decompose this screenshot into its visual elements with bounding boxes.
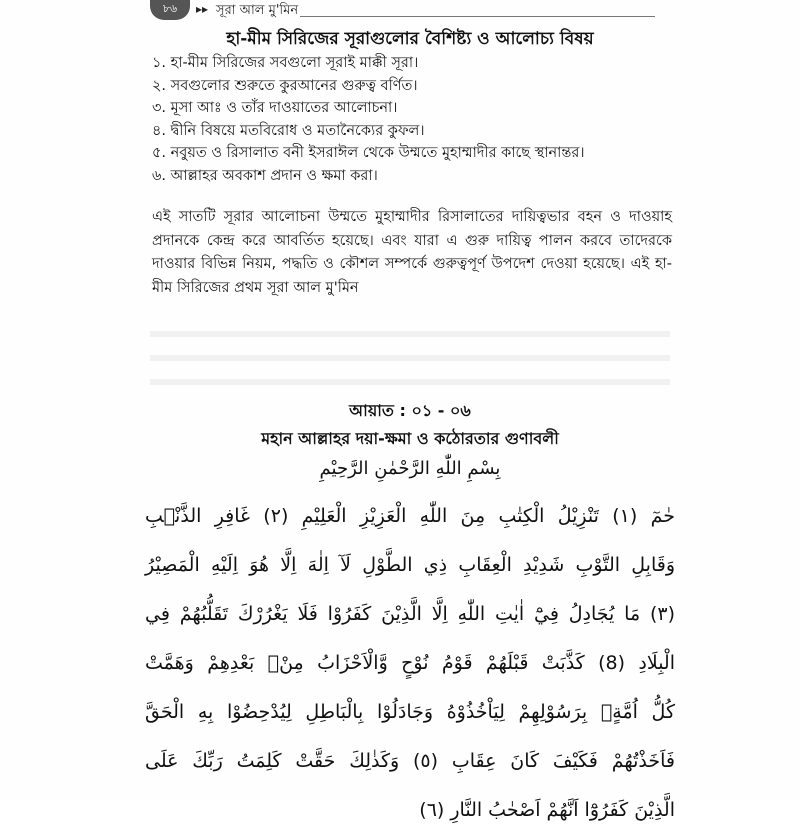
list-item: ১. হা-মীম সিরিজের সবগুলো সূরাই মাক্কী সূরা। bbox=[152, 55, 419, 71]
faded-bleed-through-area bbox=[150, 325, 670, 400]
section-subheading: মহান আল্লাহর দয়া-ক্ষমা ও কঠোরতার গুণাবলী bbox=[261, 429, 559, 448]
page-number-badge: ৮৬ bbox=[150, 0, 190, 20]
arabic-line: كُلُّ اُمَّةٍۢ بِرَسُوْلِهِمْ لِيَاْخُذُوْهُ وَجَادَلُوْا بِالْبَاطِلِ لِيُدْحِضُوْا بِهِ الْحَقَّ bbox=[145, 701, 675, 723]
arabic-line: (٣) مَا يُجَادِلُ فِيْٓ اٰيٰتِ اللّٰهِ اِلَّا الَّذِيْنَ كَفَرُوْا فَلَا يَغْرُرْكَ تَقَلُّبُهُمْ فِي bbox=[145, 603, 675, 625]
list-item: ২. সবগুলোর শুরুতে কুরআনের গুরুত্ব বর্ণিত। bbox=[152, 77, 418, 94]
arabic-line: فَاَخَذْتُهُمْ فَكَيْفَ كَانَ عِقَابِ (٥) وَكَذٰلِكَ حَقَّتْ كَلِمَتُ رَبِّكَ عَلَى bbox=[145, 750, 675, 772]
list-item: ৩. মূসা আঃ ও তাঁর দাওয়াতের আলোচনা। bbox=[152, 100, 398, 116]
running-header bbox=[150, 0, 670, 22]
section-heading: হা-মীম সিরিজের সূরাগুলোর বৈশিষ্ট্য ও আলোচ্য বিষয় bbox=[226, 29, 594, 49]
running-header-title: সূরা আল মু'মিন bbox=[216, 3, 299, 18]
header-dotted-rule bbox=[300, 16, 655, 17]
features-list bbox=[152, 52, 672, 187]
arabic-line: الَّذِيْنَ كَفَرُوْٓا اَنَّهُمْ اَصْحٰبُ النَّارِ (٦) bbox=[419, 799, 675, 821]
list-item: ৫. নবুয়ত ও রিসালাত বনী ইসরাঈল থেকে উম্মতে মুহাম্মাদীর কাছে স্থানান্তর। bbox=[152, 145, 585, 161]
bismillah: بِسْمِ اللّٰهِ الرَّحْمٰنِ الرَّحِيْمِ bbox=[319, 458, 501, 479]
intro-paragraph: এই সাতটি সূরার আলোচনা উম্মতে মুহাম্মাদীর রিসালাতের দায়িত্বভার বহন ও দাওয়াহ প্রদানকে কেন্দ্র করে আবর্তিত হয়েছে। এবং যারা এ গুরু দায়িত্ব পালন করবে তাদেরকে দাওয়ার বিভিন্ন নিয়ম, পদ্ধতি ও কৌশল সম্পর্কে গুরুত্বপূর্ণ উপদেশ দেওয়া হয়েছে। এই হা-মীম সিরিজের প্রথম সূরা আল মু'মিন bbox=[152, 209, 672, 296]
arabic-line: حٰمٓ (١) تَنْزِيْلُ الْكِتٰبِ مِنَ اللّٰهِ الْعَزِيْزِ الْعَلِيْمِ (٢) غَافِرِ الذَّنْۢبِ bbox=[145, 505, 676, 527]
ayat-range-label: আয়াত : ০১ - ০৬ bbox=[349, 401, 471, 420]
double-arrow-icon: ▸▸ bbox=[196, 2, 209, 16]
list-item: ৬. আল্লাহর অবকাশ প্রদান ও ক্ষমা করা। bbox=[152, 167, 378, 184]
arabic-line: وَقَابِلِ التَّوْبِ شَدِيْدِ الْعِقَابِ ذِي الطَّوْلِ لَآ اِلٰهَ اِلَّا هُوَ اِلَيْهِ الْمَصِيْرُ bbox=[145, 554, 675, 576]
list-item: ৪. দ্বীনি বিষয়ে মতবিরোধ ও মতানৈক্যের কুফল। bbox=[152, 122, 425, 139]
arabic-verses bbox=[145, 492, 675, 835]
arabic-line: الْبِلَادِ (8) كَذَّبَتْ قَبْلَهُمْ قَوْمُ نُوْحٍ وَّالْاَحْزَابُ مِنْۢ بَعْدِهِمْ وَهَمَّتْ bbox=[145, 652, 675, 674]
